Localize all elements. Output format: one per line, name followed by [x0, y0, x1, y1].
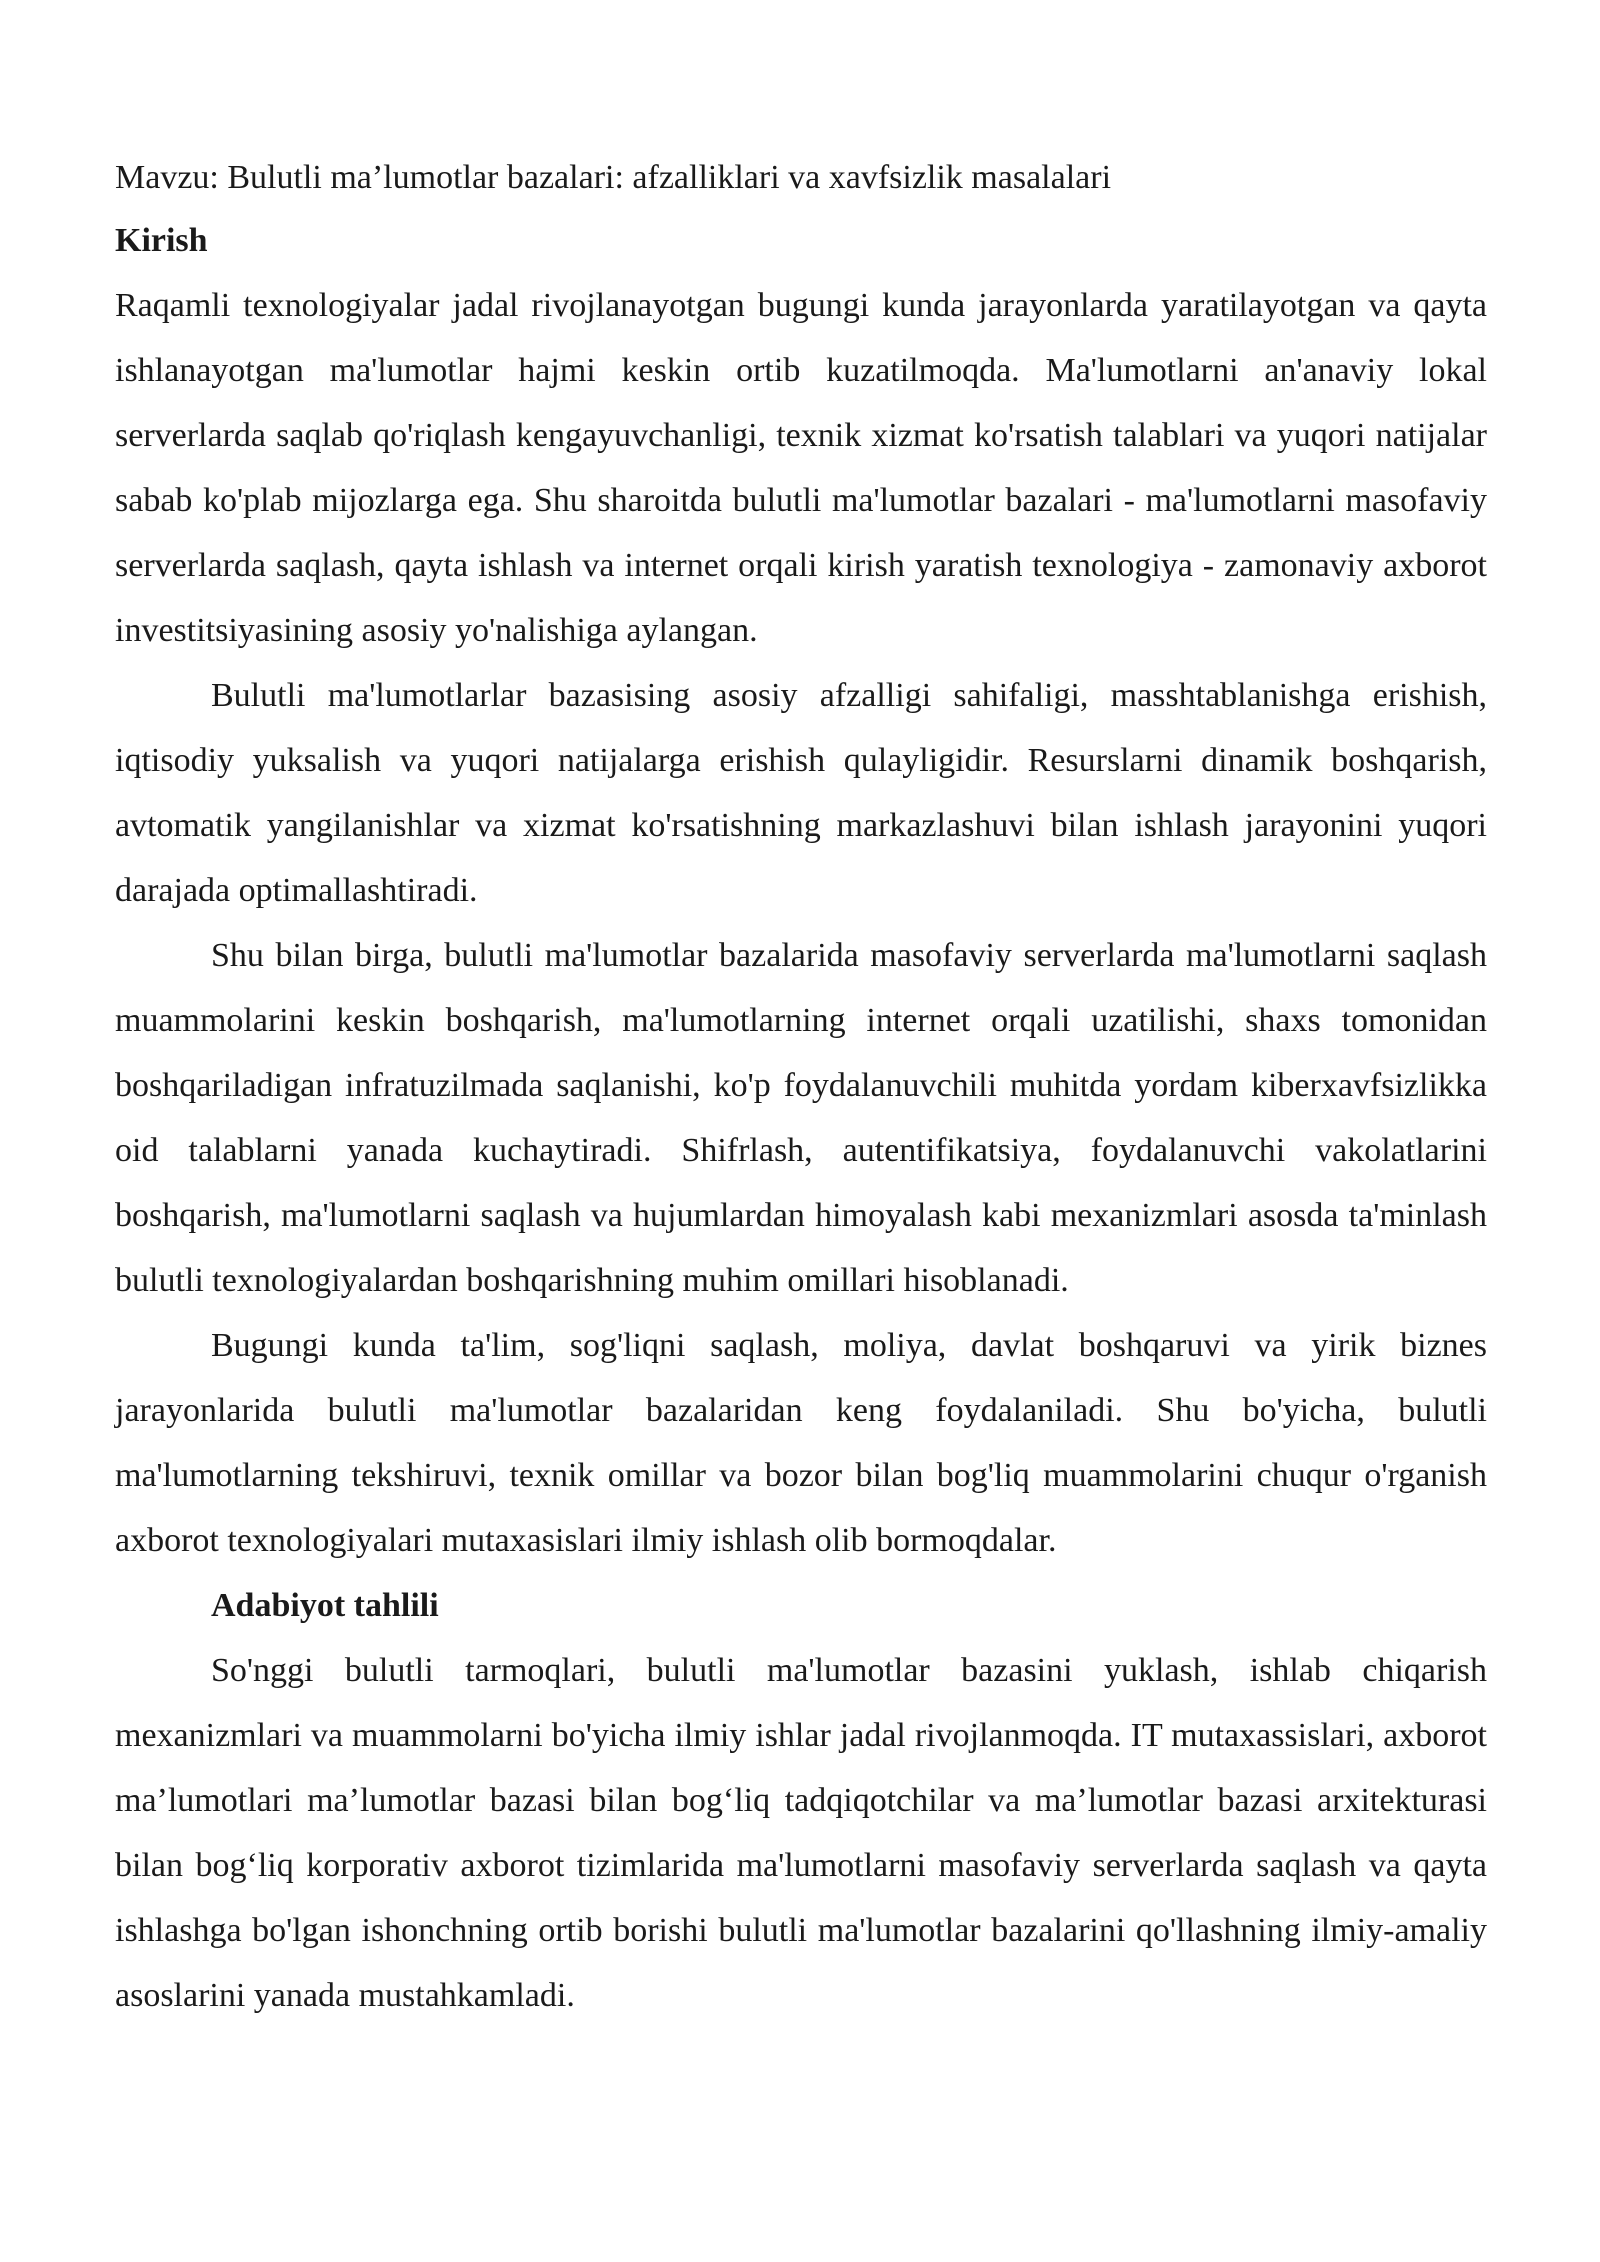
- usage-paragraph: Bugungi kunda ta'lim, sog'liqni saqlash, moliya, davlat boshqaruvi va yirik biznes jarayonlarida bulutli ma'lumotlar bazalaridan keng foydalaniladi. Shu bo'yicha, bulutli ma'lumotlarning tekshiruvi, texnik omillar va bozor bilan bog'liq muammolarini chuqur o'rganish axborot texnologiyalari mutaxasislari ilmiy ishlash olib bormoqdalar.: [115, 1327, 1487, 1559]
- literature-heading: Adabiyot tahlili: [211, 1587, 439, 1624]
- intro-heading: Kirish: [115, 222, 208, 259]
- intro-paragraph: Raqamli texnologiyalar jadal rivojlanayotgan bugungi kunda jarayonlarda yaratilayotgan va qayta ishlanayotgan ma'lumotlar hajmi keskin ortib kuzatilmoqda. Ma'lumotlarni an'anaviy lokal serverlarda saqlab qo'riqlash kengayuvchanligi, texnik xizmat ko'rsatish talablari va yuqori natijalar sabab ko'plab mijozlarga ega. Shu sharoitda bulutli ma'lumotlar bazalari - ma'lumotlarni masofaviy serverlarda saqlash, qayta ishlash va internet orqali kirish yaratish texnologiya - zamonaviy axborot investitsiyasining asosiy yo'nalishiga aylangan.: [115, 287, 1487, 649]
- advantages-paragraph: Bulutli ma'lumotlarlar bazasising asosiy afzalligi sahifaligi, masshtablanishga erishish, iqtisodiy yuksalish va yuqori natijalarga erishish qulayligidir. Resurslarni dinamik boshqarish, avtomatik yangilanishlar va xizmat ko'rsatishning markazlashuvi bilan ishlash jarayonini yuqori darajada optimallashtiradi.: [115, 677, 1487, 909]
- literature-paragraph: So'nggi bulutli tarmoqlari, bulutli ma'lumotlar bazasini yuklash, ishlab chiqarish mexanizmlari va muammolarni bo'yicha ilmiy ishlar jadal rivojlanmoqda. IT mutaxassislari, axborot ma’lumotlari ma’lumotlar bazasi bilan bog‘liq tadqiqotchilar va ma’lumotlar bazasi arxitekturasi bilan bog‘liq korporativ axborot tizimlarida ma'lumotlarni masofaviy serverlarda saqlash va qayta ishlashga bo'lgan ishonchning ortib borishi bulutli ma'lumotlar bazalarini qo'llashning ilmiy-amaliy asoslarini yanada mustahkamladi.: [115, 1652, 1487, 2014]
- document-title: Mavzu: Bulutli ma’lumotlar bazalari: afzalliklari va xavfsizlik masalalari: [115, 159, 1112, 196]
- security-paragraph: Shu bilan birga, bulutli ma'lumotlar bazalarida masofaviy serverlarda ma'lumotlarni saqlash muammolarini keskin boshqarish, ma'lumotlarning internet orqali uzatilishi, shaxs tomonidan boshqariladigan infratuzilmada saqlanishi, ko'p foydalanuvchili muhitda yordam kiberxavfsizlikka oid talablarni yanada kuchaytiradi. Shifrlash, autentifikatsiya, foydalanuvchi vakolatlarini boshqarish, ma'lumotlarni saqlash va hujumlardan himoyalash kabi mexanizmlari asosda ta'minlash bulutli texnologiyalardan boshqarishning muhim omillari hisoblanadi.: [115, 937, 1487, 1299]
- document-page: [115, 148, 1487, 2028]
